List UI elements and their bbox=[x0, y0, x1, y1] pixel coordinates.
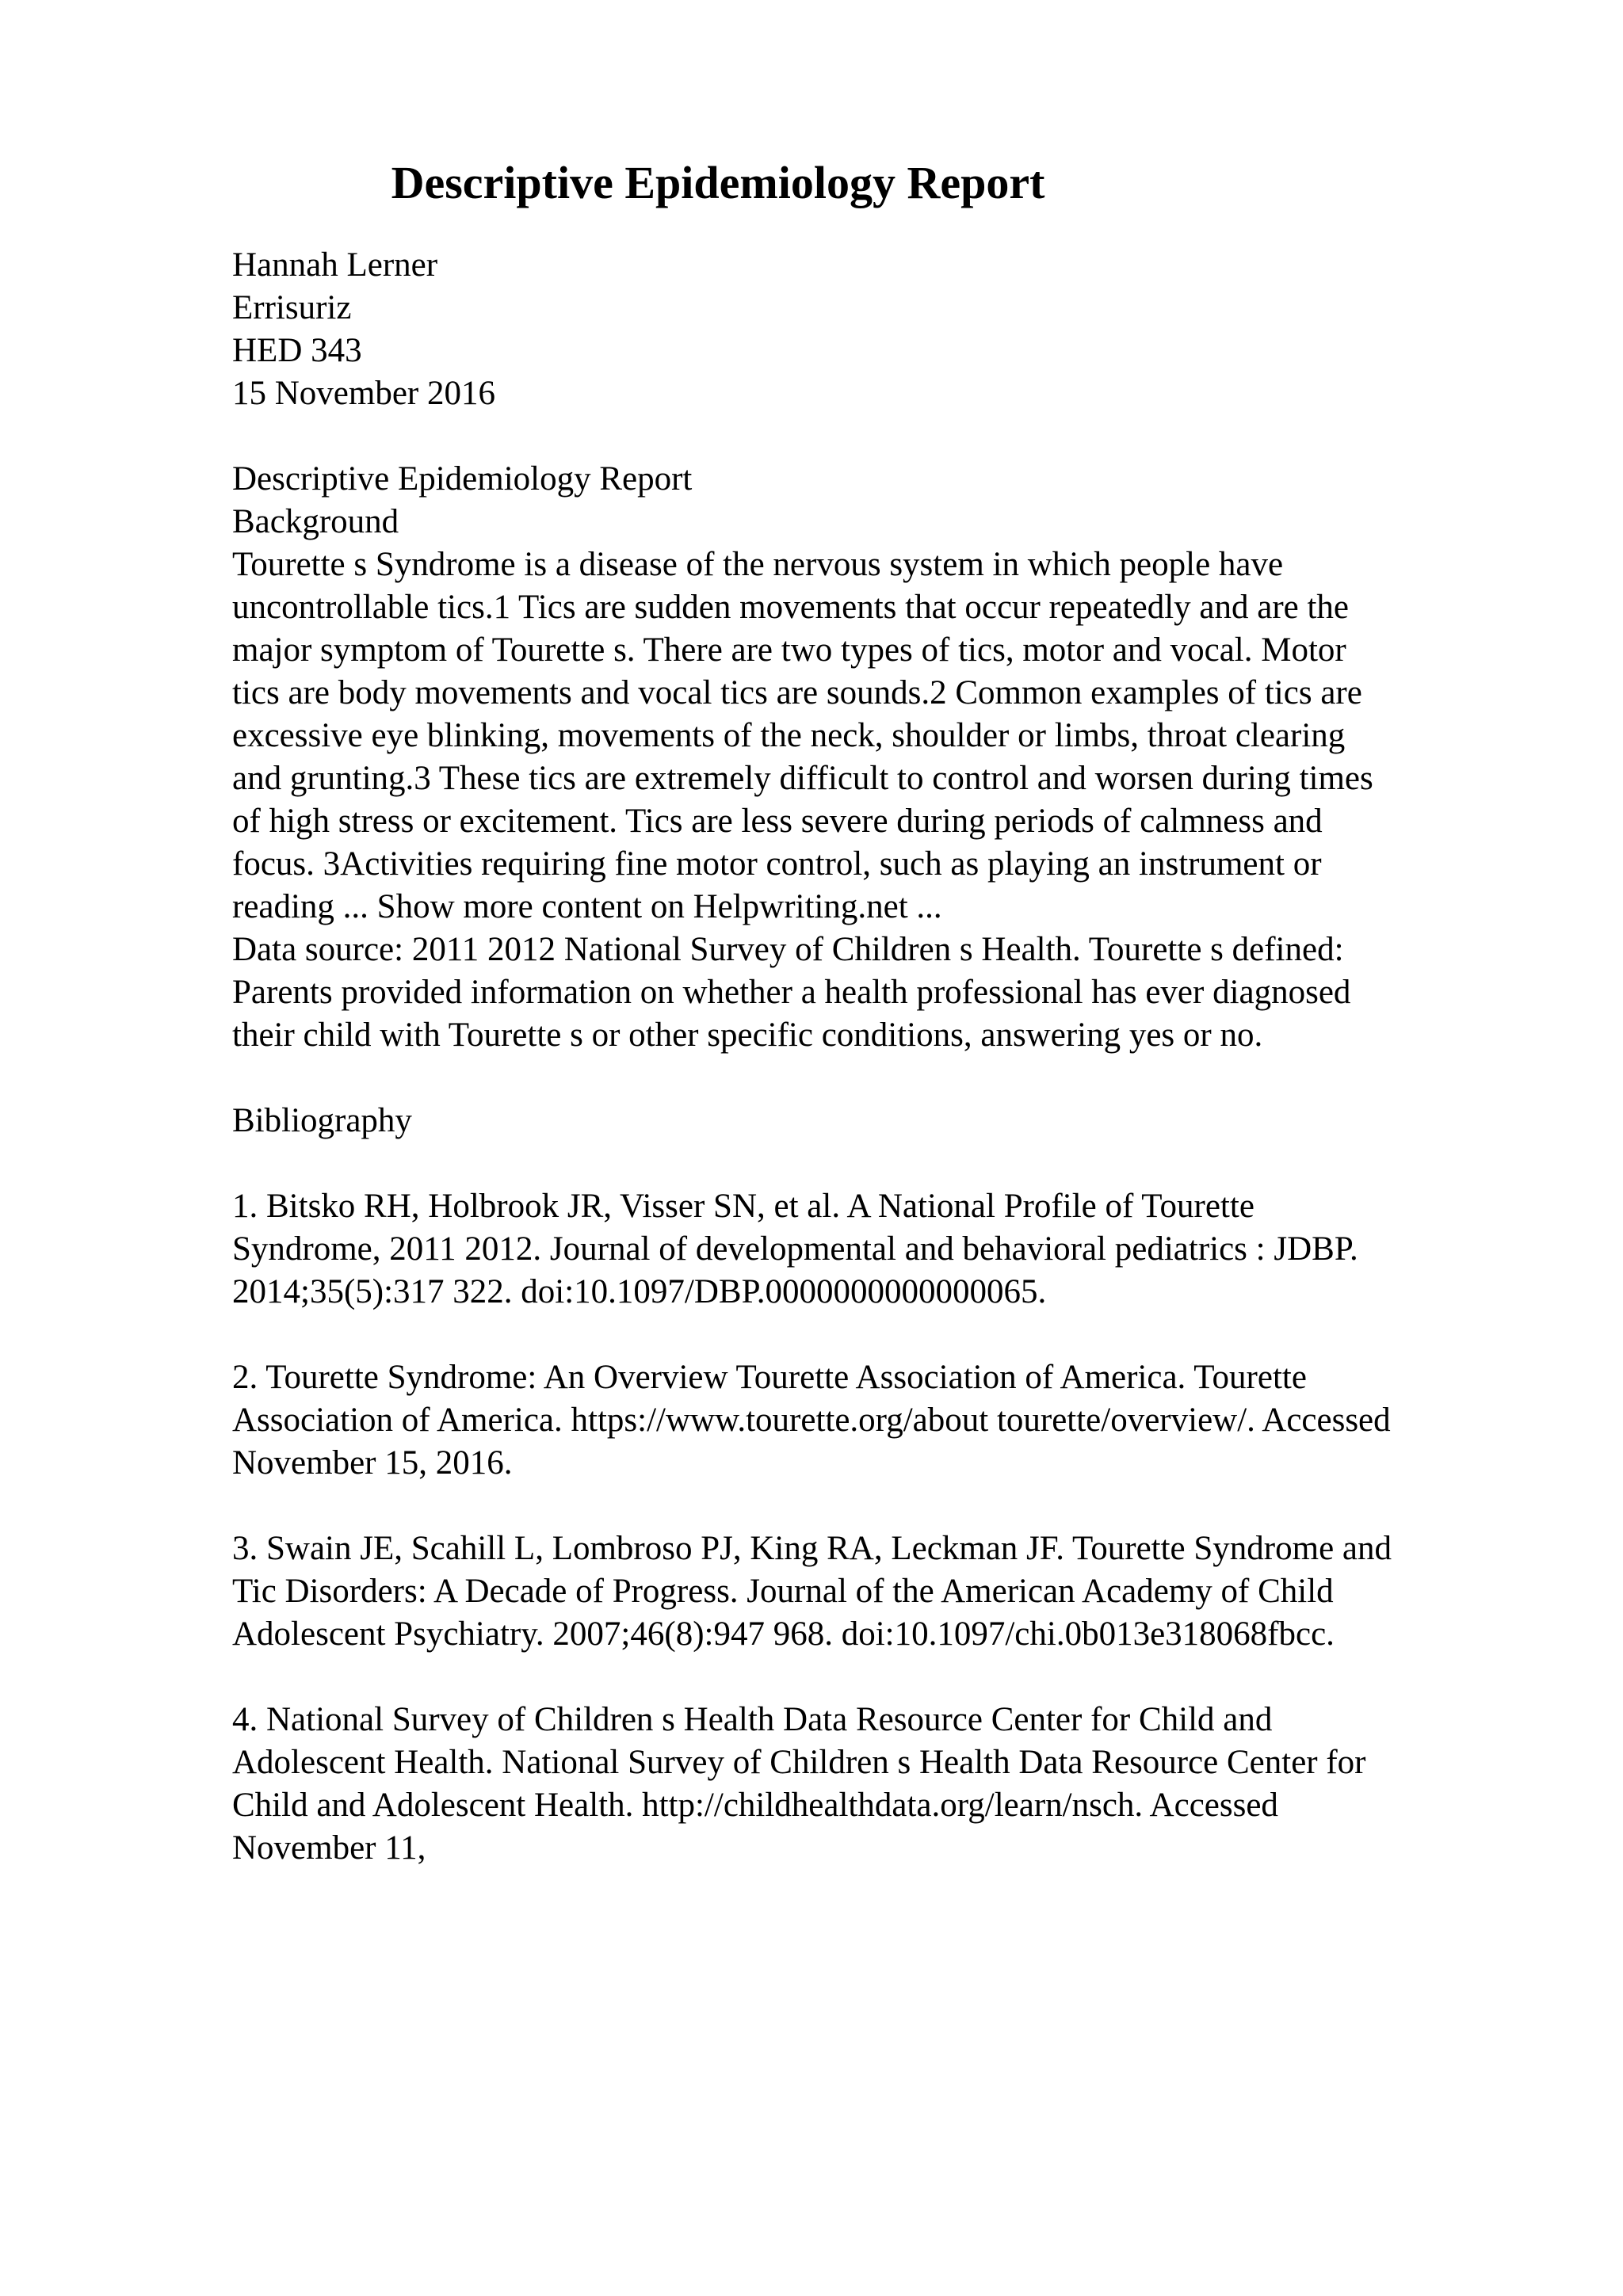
document-title: Descriptive Epidemiology Report bbox=[391, 157, 1045, 208]
paragraph-line: excessive eye blinking, movements of the neck, shoulder or limbs, throat clearing bbox=[232, 717, 1346, 754]
paragraph-line: major symptom of Tourette s. There are two types of tics, motor and vocal. Motor bbox=[232, 631, 1346, 669]
paragraph-line: Tourette s Syndrome is a disease of the nervous system in which people have bbox=[232, 546, 1284, 583]
instructor-name: Errisuriz bbox=[232, 289, 352, 326]
reference-line: 2014;35(5):317 322. doi:10.1097/DBP.0000000000000065. bbox=[232, 1273, 1047, 1310]
reference-line: Tic Disorders: A Decade of Progress. Journal of the American Academy of Child bbox=[232, 1573, 1334, 1610]
document-body bbox=[232, 244, 1532, 1870]
reference-line: 1. Bitsko RH, Holbrook JR, Visser SN, et al. A National Profile of Tourette bbox=[232, 1188, 1254, 1225]
reference-line: 2. Tourette Syndrome: An Overview Tourette Association of America. Tourette bbox=[232, 1359, 1307, 1396]
report-heading: Descriptive Epidemiology Report bbox=[232, 460, 693, 498]
reference-1 bbox=[232, 1185, 1532, 1314]
background-heading: Background bbox=[232, 503, 399, 540]
reference-line: 4. National Survey of Children s Health Data Resource Center for Child and bbox=[232, 1701, 1273, 1738]
course-code: HED 343 bbox=[232, 332, 362, 369]
paragraph-line: of high stress or excitement. Tics are less severe during periods of calmness and bbox=[232, 803, 1323, 840]
paragraph-line: reading ... Show more content on Helpwriting.net ... bbox=[232, 888, 942, 925]
spacer bbox=[232, 1142, 1532, 1185]
paragraph-line: Data source: 2011 2012 National Survey of Children s Health. Tourette s defined: bbox=[232, 931, 1344, 968]
reference-line: Association of America. https://www.tourette.org/about tourette/overview/. Accessed bbox=[232, 1402, 1391, 1439]
spacer bbox=[232, 415, 1532, 458]
spacer bbox=[232, 1656, 1532, 1699]
spacer bbox=[232, 1057, 1532, 1100]
spacer bbox=[232, 1314, 1532, 1356]
bibliography-heading: Bibliography bbox=[232, 1102, 412, 1139]
data-source-paragraph bbox=[232, 929, 1532, 1057]
background-paragraph bbox=[232, 543, 1532, 929]
author-name: Hannah Lerner bbox=[232, 246, 438, 284]
reference-4 bbox=[232, 1699, 1532, 1870]
reference-line: November 15, 2016. bbox=[232, 1444, 513, 1482]
spacer bbox=[232, 1485, 1532, 1527]
paragraph-line: their child with Tourette s or other specific conditions, answering yes or no. bbox=[232, 1016, 1263, 1054]
reference-line: 3. Swain JE, Scahill L, Lombroso PJ, King RA, Leckman JF. Tourette Syndrome and bbox=[232, 1530, 1392, 1567]
paragraph-line: and grunting.3 These tics are extremely difficult to control and worsen during times bbox=[232, 760, 1373, 797]
reference-line: Syndrome, 2011 2012. Journal of developmental and behavioral pediatrics : JDBP. bbox=[232, 1230, 1358, 1268]
reference-line: November 11, bbox=[232, 1829, 426, 1867]
paragraph-line: Parents provided information on whether a health professional has ever diagnosed bbox=[232, 974, 1351, 1011]
header-block bbox=[232, 244, 1532, 415]
paragraph-line: uncontrollable tics.1 Tics are sudden movements that occur repeatedly and are the bbox=[232, 589, 1350, 626]
reference-line: Adolescent Health. National Survey of Children s Health Data Resource Center for bbox=[232, 1744, 1366, 1781]
paragraph-line: tics are body movements and vocal tics are sounds.2 Common examples of tics are bbox=[232, 674, 1362, 711]
reference-3 bbox=[232, 1527, 1532, 1656]
reference-line: Child and Adolescent Health. http://childhealthdata.org/learn/nsch. Accessed bbox=[232, 1787, 1278, 1824]
document-date: 15 November 2016 bbox=[232, 375, 495, 412]
paragraph-line: focus. 3Activities requiring fine motor control, such as playing an instrument or bbox=[232, 845, 1322, 883]
reference-line: Adolescent Psychiatry. 2007;46(8):947 968. doi:10.1097/chi.0b013e318068fbcc. bbox=[232, 1615, 1335, 1653]
reference-2 bbox=[232, 1356, 1532, 1485]
